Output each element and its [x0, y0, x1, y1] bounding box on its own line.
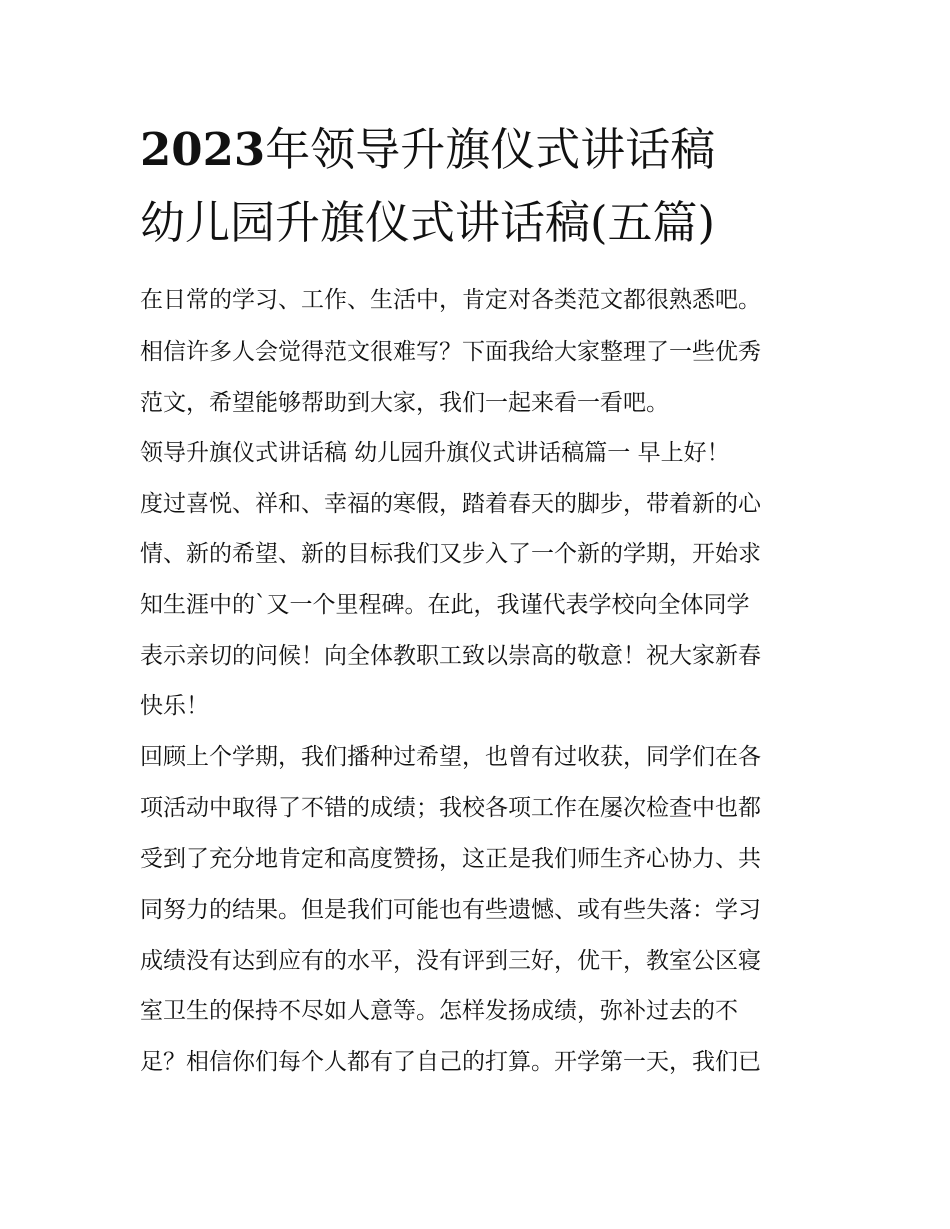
body-line-12: 受到了充分地肯定和高度赞扬，这正是我们师生齐心协力、共	[140, 846, 761, 872]
body-line-10: 回顾上个学期，我们播种过希望，也曾有过收获，同学们在各	[140, 744, 761, 770]
body-line-4: 领导升旗仪式讲话稿 幼儿园升旗仪式讲话稿篇一 早上好！	[140, 440, 730, 466]
body-line-2: 相信许多人会觉得范文很难写？下面我给大家整理了一些优秀	[140, 339, 761, 365]
body-line-7: 知生涯中的`又一个里程碑。在此，我谨代表学校向全体同学	[140, 592, 750, 618]
body-line-16: 足？相信你们每个人都有了自己的打算。开学第一天，我们已	[140, 1049, 761, 1075]
body-line-8: 表示亲切的问候！向全体教职工致以崇高的敬意！祝大家新春	[140, 643, 761, 669]
title-text-2: 幼儿园升旗仪式讲话稿(五篇)	[140, 196, 716, 249]
title-year: 2023	[140, 123, 266, 176]
title-text-1: 年领导升旗仪式讲话稿	[265, 123, 716, 176]
body-line-14: 成绩没有达到应有的水平，没有评到三好，优干，教室公区寝	[140, 948, 761, 974]
body-line-6: 情、新的希望、新的目标我们又步入了一个新的学期，开始求	[140, 541, 761, 567]
document-title-line-2	[140, 196, 840, 249]
body-line-3: 范文，希望能够帮助到大家，我们一起来看一看吧。	[140, 390, 669, 416]
body-line-13: 同努力的结果。但是我们可能也有些遗憾、或有些失落：学习	[140, 897, 761, 923]
body-line-9: 快乐！	[140, 693, 209, 719]
body-line-11: 项活动中取得了不错的成绩；我校各项工作在屡次检查中也都	[140, 795, 761, 821]
body-line-5: 度过喜悦、祥和、幸福的寒假，踏着春天的脚步，带着新的心	[140, 491, 761, 517]
body-line-1: 在日常的学习、工作、生活中，肯定对各类范文都很熟悉吧。	[140, 287, 761, 313]
document-title-line-1	[140, 123, 840, 176]
body-line-15: 室卫生的保持不尽如人意等。怎样发扬成绩，弥补过去的不	[140, 998, 738, 1024]
